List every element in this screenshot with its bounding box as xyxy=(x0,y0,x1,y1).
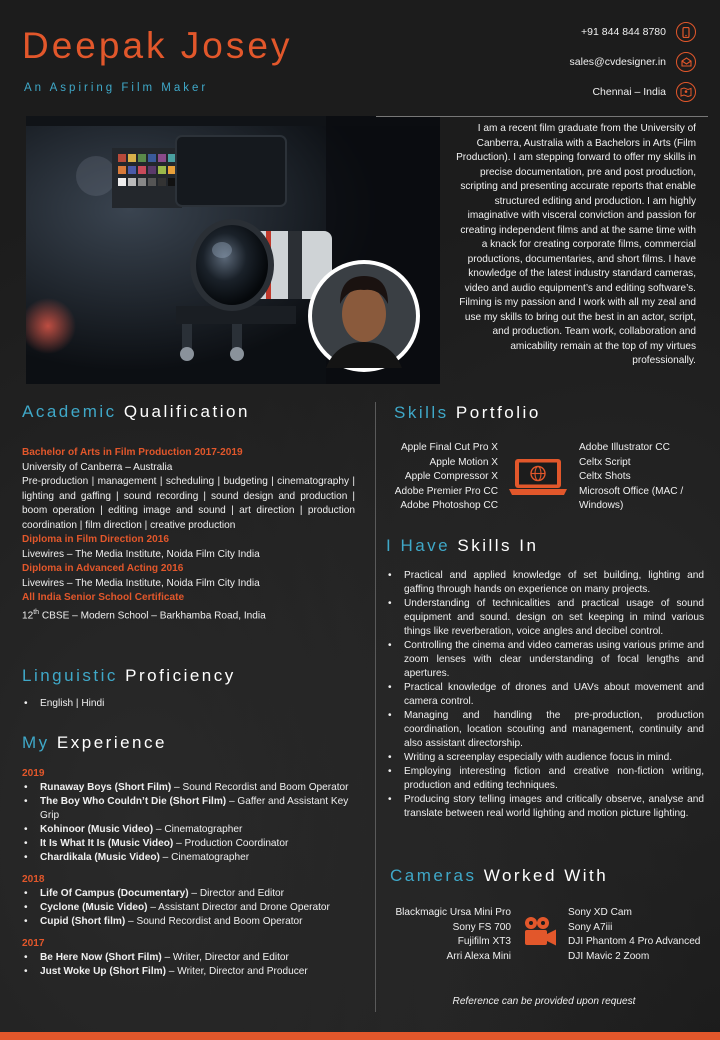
project-role: – Cinematographer xyxy=(153,824,243,835)
list-item xyxy=(22,837,357,851)
project-title: Chardikala (Music Video) xyxy=(40,852,160,863)
skills-portfolio-heading xyxy=(394,403,541,423)
list-item: • Understanding of technicalities and practical usage of sound equipment and sound. design on set keeping in mind various things like reverberation, voice angles and decibel control. xyxy=(386,597,704,639)
list-item: Blackmagic Ursa Mini Pro xyxy=(395,907,511,918)
reference-note: Reference can be provided upon request xyxy=(452,996,636,1007)
experience-heading-main: Experience xyxy=(56,733,167,752)
list-item: • Producing story telling images and critically observe, analyse and translate between real world lighting and motion picture lighting. xyxy=(386,793,704,821)
computer-icon xyxy=(508,458,568,501)
list-item: Celtx Shots xyxy=(579,471,631,482)
camera-list-right xyxy=(568,906,714,964)
list-item: Adobe Photoshop CC xyxy=(400,500,498,511)
project-title: Runaway Boys (Short Film) xyxy=(40,782,172,793)
project-title: Just Woke Up (Short Film) xyxy=(40,966,166,977)
list-item: • Writing a screenplay especially with audience focus in mind. xyxy=(386,751,704,765)
project-title: Cupid (Short film) xyxy=(40,916,126,927)
project-role: – Gaffer and Assistant Key Grip xyxy=(40,796,349,821)
languages-list xyxy=(22,697,352,711)
list-item: • Employing interesting fiction and creative non-fiction writing, production and editing techniques. xyxy=(386,765,704,793)
cameras-heading-main: Worked With xyxy=(483,866,609,885)
degree-school: Livewires – The Media Institute, Noida Film City India xyxy=(22,577,260,589)
phone-icon xyxy=(676,22,696,42)
list-item: Fujifilm XT3 xyxy=(457,936,511,947)
cameras-heading-accent: Cameras xyxy=(390,866,477,885)
list-item: Adobe Premier Pro CC xyxy=(394,485,498,497)
video-camera-icon xyxy=(522,916,558,953)
list-item: Arri Alexa Mini xyxy=(446,950,511,962)
skills-in-heading xyxy=(386,536,538,556)
list-item: • English | Hindi xyxy=(22,697,352,711)
list-item: Windows) xyxy=(579,500,624,511)
map-icon xyxy=(676,82,696,102)
experience-items xyxy=(22,951,357,979)
degree-school: University of Canberra – Australia xyxy=(22,461,173,473)
experience-items xyxy=(22,887,357,929)
list-item xyxy=(22,795,357,823)
list-item xyxy=(22,901,357,915)
project-role: – Sound Recordist and Boom Operator xyxy=(125,916,303,927)
list-item xyxy=(22,887,357,901)
experience-year: 2019 xyxy=(22,768,45,779)
degree-title: All India Senior School Certificate xyxy=(22,592,185,603)
experience-list xyxy=(22,767,357,979)
academic-heading xyxy=(22,402,250,422)
software-list-left xyxy=(378,441,498,514)
list-item: • Practical and applied knowledge of set building, lighting and gaffing through hands on experience on many projects. xyxy=(386,569,704,597)
list-item: DJI Mavic 2 Zoom xyxy=(568,950,650,962)
experience-heading xyxy=(22,733,167,753)
linguistic-heading-accent: Linguistic xyxy=(22,666,118,685)
email-icon xyxy=(676,52,696,72)
linguistic-heading-main: Proficiency xyxy=(125,666,236,685)
location-text: Chennai – India xyxy=(592,86,666,98)
list-item xyxy=(22,951,357,965)
degree-title: Diploma in Advanced Acting 2016 xyxy=(22,563,184,574)
list-item: Celtx Script xyxy=(579,456,631,468)
list-item: • Controlling the cinema and video cameras using various prime and zoom lenses with clear understanding of focal lengths and apertures. xyxy=(386,639,704,681)
cameras-heading xyxy=(390,866,608,886)
degree-title: Diploma in Film Direction 2016 xyxy=(22,534,169,545)
project-role: – Writer, Director and Editor xyxy=(161,952,289,963)
list-item: Sony XD Cam xyxy=(568,907,632,918)
list-item: Microsoft Office (MAC / xyxy=(579,485,684,497)
project-title: It Is What It Is (Music Video) xyxy=(40,838,174,849)
project-role: – Writer, Director and Producer xyxy=(166,966,308,977)
degree-topics: Pre-production | management | scheduling | budgeting | cinematography | lighting and gaffing | sound recording | sound design and production | boom operation | editing image and sound | art direction | production coordination | film direction | creative production xyxy=(22,476,355,531)
academic-heading-accent: Academic xyxy=(22,402,117,421)
list-item xyxy=(22,781,357,795)
skills-in-heading-accent: I Have xyxy=(386,536,451,555)
list-item: DJI Phantom 4 Pro Advanced xyxy=(568,936,701,947)
academic-heading-main: Qualification xyxy=(123,402,250,421)
grade-suffix: th xyxy=(33,608,40,616)
project-title: Cyclone (Music Video) xyxy=(40,902,148,913)
camera-list-left xyxy=(378,906,511,964)
candidate-name: Deepak Josey xyxy=(22,25,293,66)
list-item: • Practical knowledge of drones and UAVs about movement and camera control. xyxy=(386,681,704,709)
school-name: CBSE – Modern School – Barkhamba Road, India xyxy=(39,609,266,621)
contact-location xyxy=(436,82,696,102)
contact-email xyxy=(436,52,696,72)
project-role: – Production Coordinator xyxy=(173,838,289,849)
degree-title: Bachelor of Arts in Film Production 2017-2019 xyxy=(22,447,243,458)
degree-school: Livewires – The Media Institute, Noida Film City India xyxy=(22,548,260,560)
email-text: sales@cvdesigner.in xyxy=(569,56,666,68)
experience-items xyxy=(22,781,357,865)
list-item: Apple Compressor X xyxy=(404,471,498,482)
degree-school xyxy=(22,606,355,624)
list-item xyxy=(22,823,357,837)
project-title: Kohinoor (Music Video) xyxy=(40,824,154,835)
contact-phone xyxy=(436,22,696,42)
list-item: Adobe Illustrator CC xyxy=(579,442,670,453)
linguistic-heading xyxy=(22,666,236,686)
list-item: Apple Motion X xyxy=(429,456,498,468)
project-role: – Assistant Director and Drone Operator xyxy=(147,902,330,913)
academic-section xyxy=(22,446,355,623)
project-title: The Boy Who Couldn’t Die (Short Film) xyxy=(40,796,227,807)
list-item: Sony FS 700 xyxy=(452,921,511,933)
project-role: – Director and Editor xyxy=(188,888,284,899)
list-item xyxy=(22,915,357,929)
cinema-camera-photo xyxy=(26,116,440,384)
list-item: Sony A7iii xyxy=(568,921,613,933)
list-item: Apple Final Cut Pro X xyxy=(400,442,498,453)
project-role: – Sound Recordist and Boom Operator xyxy=(171,782,349,793)
list-item: • Managing and handling the pre-production, production coordination, location scouting and management, continuity and also assistant directorship. xyxy=(386,709,704,751)
skills-heading-accent: Skills xyxy=(394,403,449,422)
about-summary: I am a recent film graduate from the University of Canberra, Australia with a Bachelors in Arts (Film Production). I am stepping forward to offer my skills in precise documentation, pre and post production, scripting and presenting accurate reports that enable structured editing and production. I am highly imaginative with visceral conviction and passion for creating independent films and at the same time with a knack for creating corporate films, commercial productions, documentaries, and short films. I have knowledge of the latest industry standard cameras, video and audio equipment’s and editing software’s. Filming is my passion and I work with all my zeal and use my skills to bring out the best in an actor, script, and production. Team work, collaboration and amicability remain at the top of my virtues professionally. xyxy=(456,123,696,366)
skills-in-heading-main: Skills In xyxy=(457,536,539,555)
project-title: Life Of Campus (Documentary) xyxy=(40,888,189,899)
project-role: – Cinematographer xyxy=(159,852,250,863)
column-divider xyxy=(375,402,376,1012)
phone-text: +91 844 844 8780 xyxy=(581,26,666,38)
bottom-accent-bar xyxy=(0,1032,720,1040)
grade-number: 12 xyxy=(22,609,34,621)
list-item xyxy=(22,965,357,979)
experience-year: 2017 xyxy=(22,938,45,949)
project-title: Be Here Now (Short Film) xyxy=(40,952,162,963)
skills-in-list xyxy=(386,569,704,821)
experience-heading-accent: My xyxy=(22,733,50,752)
tagline: An Aspiring Film Maker xyxy=(24,82,209,94)
skills-heading-main: Portfolio xyxy=(455,403,541,422)
software-list-right xyxy=(579,441,709,514)
list-item xyxy=(22,851,357,865)
experience-year: 2018 xyxy=(22,874,45,885)
